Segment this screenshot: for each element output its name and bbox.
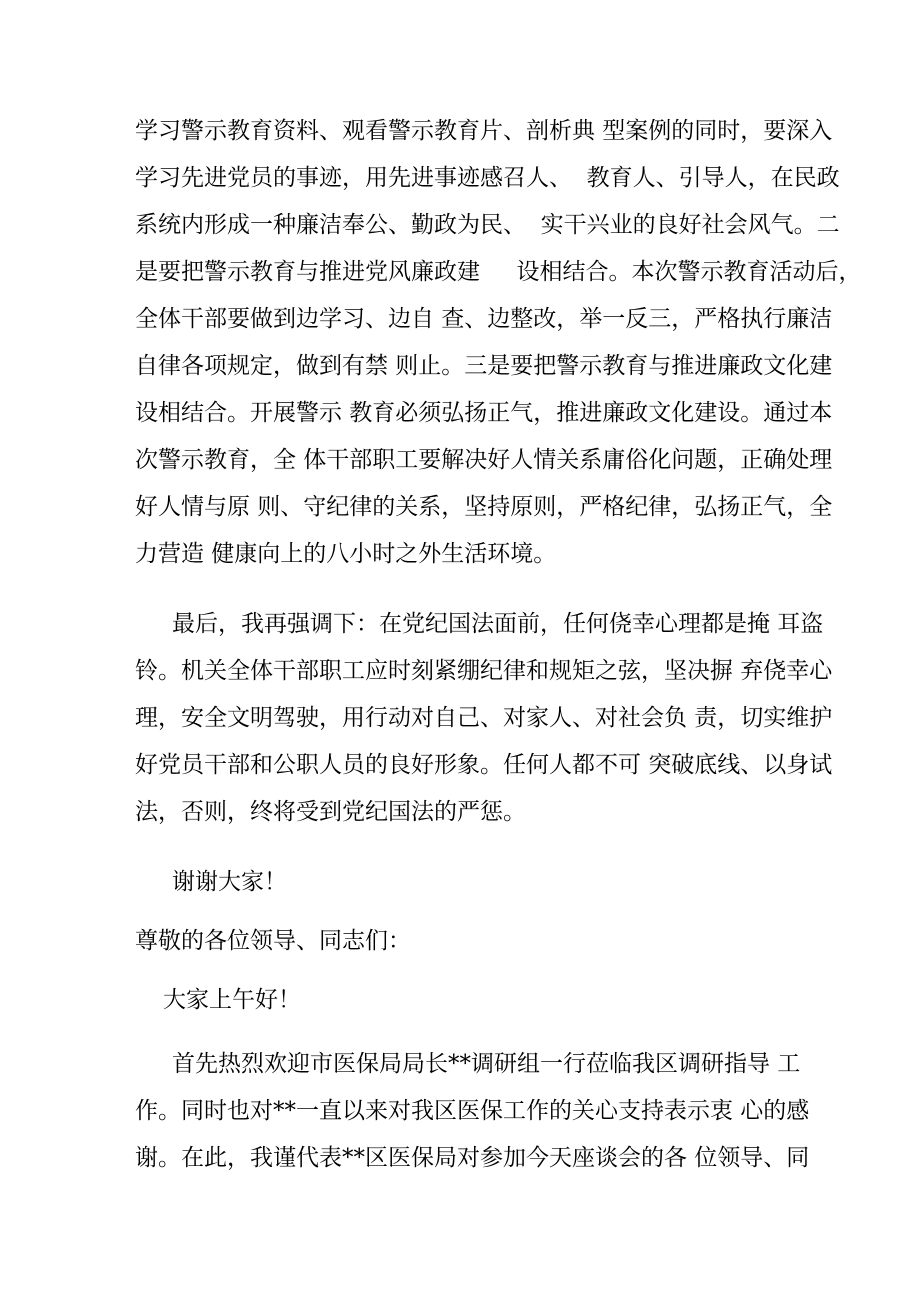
- text-line: 最后，我再强调下：在党纪国法面前，任何侥幸心理都是掩 耳盗: [172, 611, 824, 637]
- text-line: 次警示教育，全 体干部职工要解决好人情关系庸俗化问题，正确处理: [135, 447, 833, 473]
- text-line: 设相结合。开展警示 教育必须弘扬正气，推进廉政文化建设。通过本: [135, 400, 833, 426]
- text-line: 首先热烈欢迎市医保局局长**调研组一行莅临我区调研指导 工: [172, 1051, 801, 1077]
- text-line: 系统内形成一种廉洁奉公、勤政为民、 实干兴业的良好社会风气。二: [135, 212, 840, 238]
- text-line: 是要把警示教育与推进党风廉政建 设相结合。本次警示教育活动后，: [135, 259, 862, 285]
- text-line: 学习先进党员的事迹，用先进事迹感召人、 教育人、引导人，在民政: [135, 165, 840, 191]
- text-line: 理，安全文明驾驶，用行动对自己、对家人、对社会负 责，切实维护: [135, 705, 833, 731]
- text-line: 铃。机关全体干部职工应时刻紧绷纪律和规矩之弦，坚决摒 弃侥幸心: [135, 658, 833, 684]
- text-line: 好人情与原 则、守纪律的关系，坚持原则，严格纪律，弘扬正气，全: [135, 494, 833, 520]
- greeting-line: 大家上午好！: [163, 987, 301, 1013]
- text-line: 好党员干部和公职人员的良好形象。任何人都不可 突破底线、以身试: [135, 752, 833, 778]
- text-line: 自律各项规定，做到有禁 则止。三是要把警示教育与推进廉政文化建: [135, 353, 833, 379]
- text-line: 力营造 健康向上的八小时之外生活环境。: [135, 541, 557, 567]
- text-line: 学习警示教育资料、观看警示教育片、剖析典 型案例的同时，要深入: [135, 118, 833, 144]
- text-line: 作。同时也对**一直以来对我区医保工作的关心支持表示衷 心的感: [135, 1098, 810, 1124]
- text-line: 谢。在此，我谨代表**区医保局对参加今天座谈会的各 位领导、同: [135, 1145, 810, 1171]
- salutation-line: 尊敬的各位领导、同志们：: [135, 928, 411, 954]
- text-line: 全体干部要做到边学习、边自 查、边整改，举一反三，严格执行廉洁: [135, 306, 833, 332]
- closing-line: 谢谢大家！: [172, 869, 287, 895]
- text-line: 法，否则，终将受到党纪国法的严惩。: [135, 799, 526, 825]
